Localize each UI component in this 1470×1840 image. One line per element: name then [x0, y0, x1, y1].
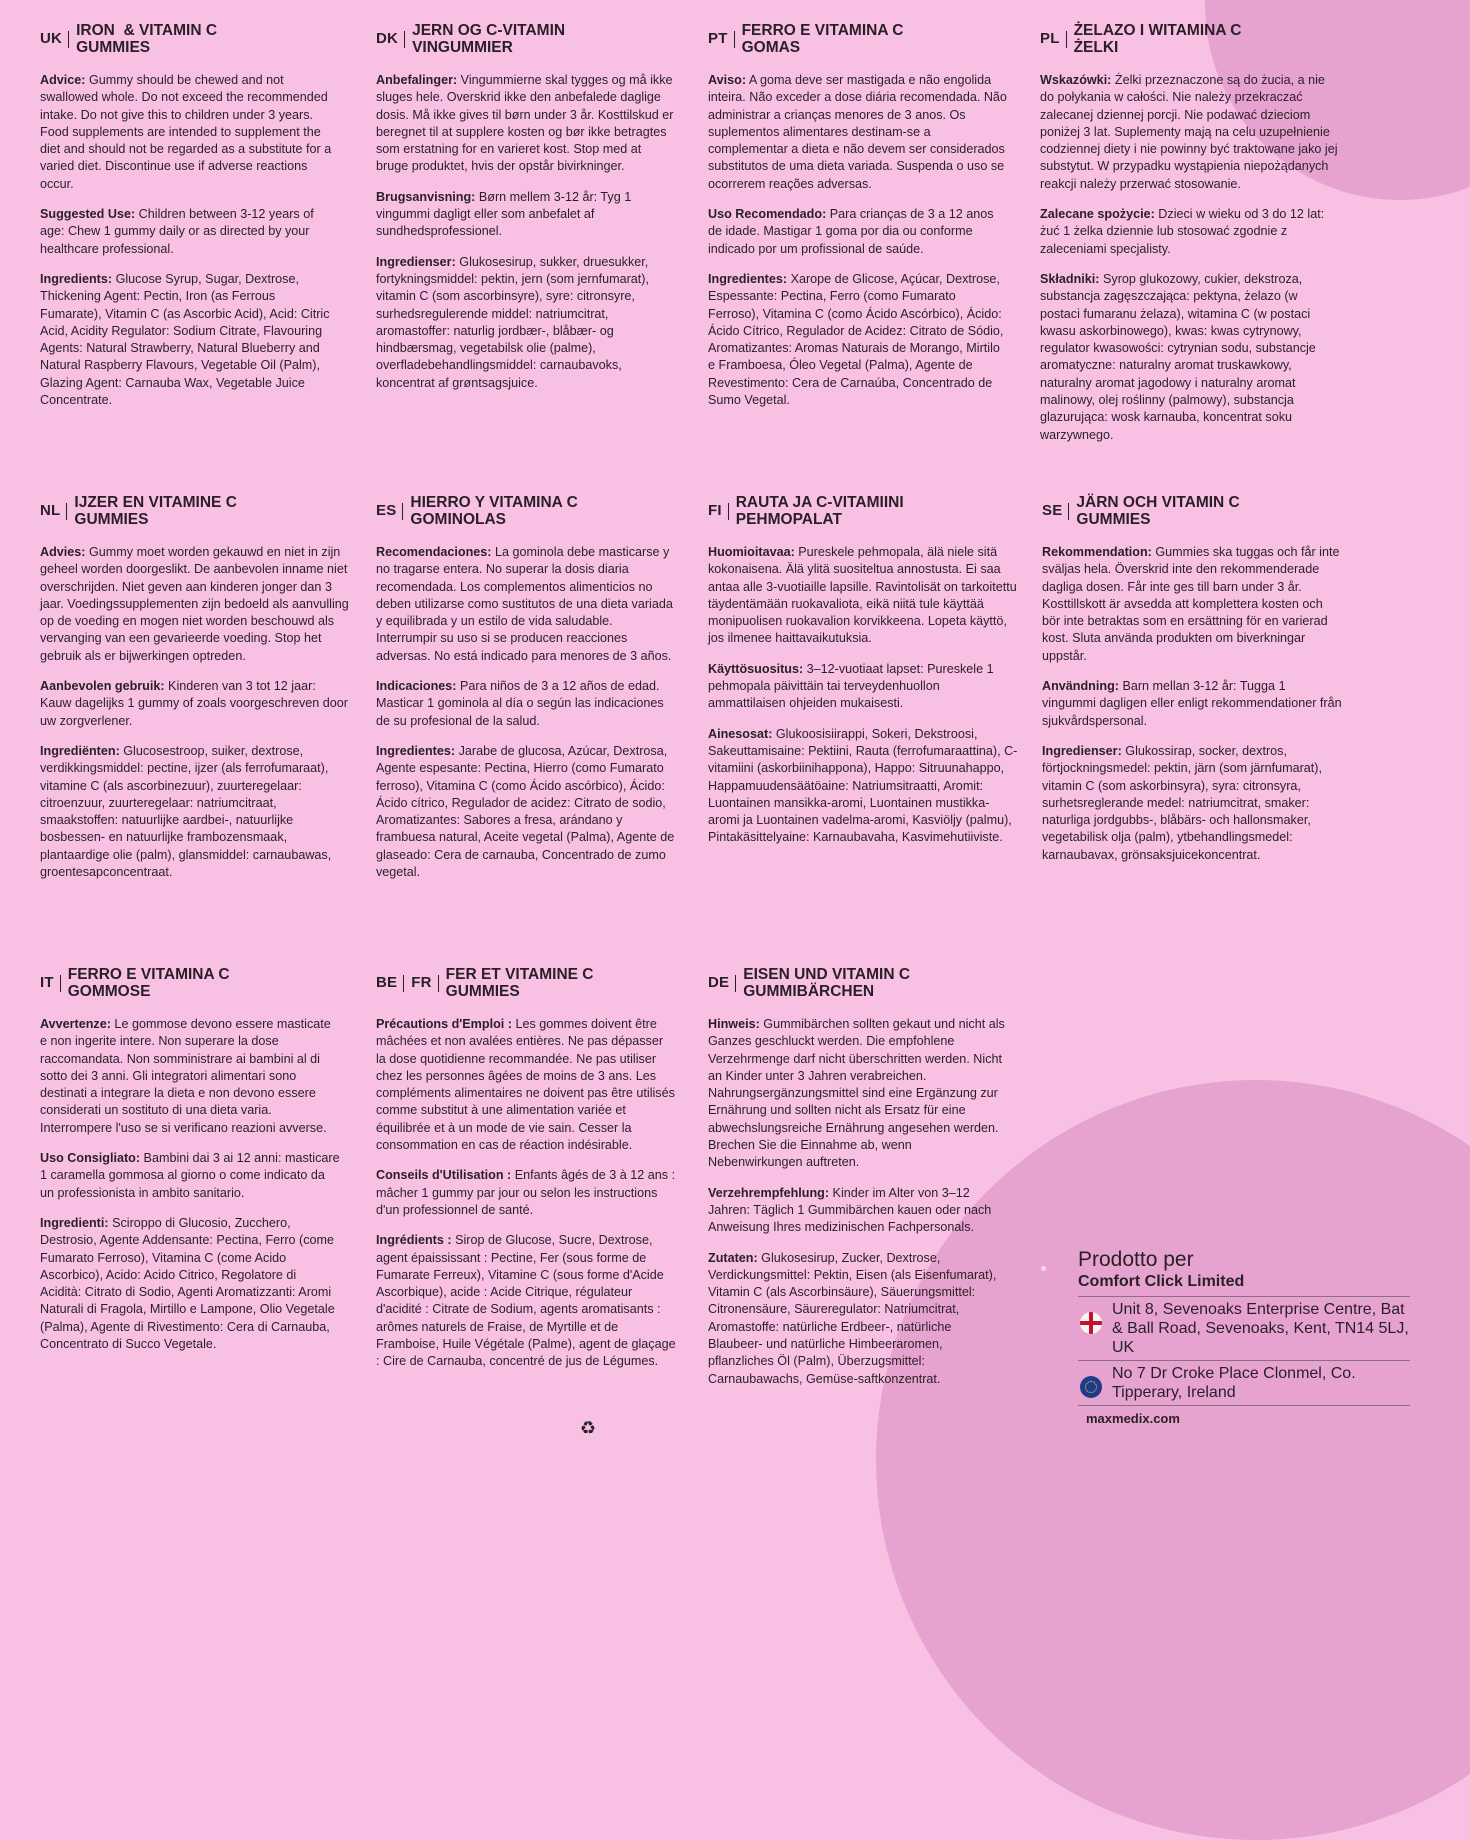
ie-address-row — [1078, 1360, 1410, 1405]
paragraph-label: Ingrédients : — [376, 1233, 452, 1248]
paragraph-text: Dzieci w wieku od 3 do 12 lat: żuć 1 żelka dziennie lub stosować zgodnie z zaleceniami specjalisty. — [1040, 207, 1325, 256]
paragraph — [376, 1167, 676, 1219]
section-header — [376, 494, 676, 528]
paragraph — [708, 1185, 1008, 1237]
section-title — [68, 966, 230, 1000]
title-line-2: GUMMIES — [445, 983, 520, 1000]
paragraph — [1040, 72, 1340, 193]
footer-title: Prodotto per — [1078, 1248, 1194, 1271]
paragraph-text: Gummibärchen sollten gekaut und nicht als Ganzes geschluckt werden. Die empfohlene Verzehrmenge darf nicht überschritten werden. Nicht an Kinder unter 3 Jahren verabreichen. Nahrungsergänzungsmittel sind eine Ergänzung zur Ernährung und sollten nicht als Ersatz für eine abwechslungsreiche Ernährung angesehen werden. Brechen Sie die Einnahme ab, wenn Nebenwirkungen auftreten. — [708, 1017, 1005, 1170]
paragraph-label: Suggested Use: — [40, 207, 136, 222]
section-header — [40, 966, 340, 1000]
country-codes — [376, 30, 412, 48]
title-line-1: JERN OG C-VITAMIN — [412, 22, 566, 39]
paragraph — [708, 1250, 1008, 1388]
section-be-fr — [376, 966, 676, 1384]
website-link[interactable]: maxmedix.com — [1078, 1405, 1410, 1426]
country-code: NL — [40, 502, 61, 520]
country-code: PT — [708, 30, 728, 48]
country-codes — [376, 502, 410, 520]
paragraph-text: Glukossirap, socker, dextros, förtjockningsmedel: pektin, järn (som järnfumarat), vitamin C (som askorbinsyra), syra: citronsyra, surhetsreglerande medel: natriumcitrat, smaker: naturliga jordgubbs-, blåbärs- och hallonsmaker, vegetabilisk olja (palm), ytbehandlingsmedel: karnaubavax, grönsaksjuicekoncentrat. — [1042, 743, 1322, 862]
paragraph-label: Ingredienser: — [1042, 743, 1122, 758]
section-de — [708, 966, 1008, 1401]
paragraph-label: Précautions d'Emploi : — [376, 1017, 512, 1031]
paragraph-label: Uso Recomendado: — [708, 207, 827, 222]
section-title — [1074, 22, 1242, 56]
paragraph-label: Conseils d'Utilisation : — [376, 1168, 512, 1183]
paragraph-text: Le gommose devono essere masticate e non ingerite intere. Non superare la dose raccomandata. Non somministrare ai bambini al di sotto dei 3 anni. Gli integratori alimentari sono destinati a integrare la dieta e non devono essere considerati un sostituto di una dieta varia. Interrompere l'uso se si verificano reazioni avverse. — [40, 1017, 331, 1135]
section-header — [708, 966, 1008, 1000]
paragraph — [708, 72, 1008, 193]
paragraph — [708, 661, 1018, 713]
country-code: UK — [40, 30, 63, 48]
paragraph-text: Kinder im Alter von 3–12 Jahren: Täglich 1 Gummibärchen kauen oder nach Anweisung Ihres medizinischen Fachpersonals. — [708, 1185, 992, 1235]
paragraph — [1040, 206, 1340, 258]
paragraph-text: Sirop de Glucose, Sucre, Dextrose, agent épaississant : Pectine, Fer (sous forme de Fumarate Ferreux), Vitamine C (sous forme d'Acide Ascorbique), acide : Acide Citrique, régulateur d'acidité : Citrate de Sodium, agents aromatisants : arômes naturels de Fraise, de Myrtille et de Framboise, Huile Végétale (Palme), agent de glaçage : Cire de Carnauba, concentré de jus de Légumes. — [376, 1233, 676, 1369]
paragraph-label: Brugsanvisning: — [376, 189, 476, 204]
paragraph — [708, 206, 1008, 258]
paragraph — [1040, 271, 1340, 444]
paragraph-text: Gummy moet worden gekauwd en niet in zijn geheel worden doorgeslikt. De aanbevolen inname niet overschrijden. Niet geven aan kinderen jonger dan 3 jaar. Voedingssupplementen zijn bedoeld als aanvulling op de voeding en mogen niet worden beschouwd als vervanging van een gevarieerde voeding. Stop het gebruik als er bijwerkingen optreden. — [40, 545, 349, 663]
title-line-2: PEHMOPALAT — [735, 511, 842, 528]
code-separator — [402, 503, 403, 520]
paragraph-text: Pureskele pehmopala, älä niele sitä kokonaisena. Älä ylitä suositeltua annostusta. Ei saa antaa alle 3-vuotiaille lapsille. Ravintolisät on tarkoitettu täydentämään ruokavaliota, eikä niitä tule käyttää monipuolisen ruokavalion korvikkeena. Lopeta käyttö, jos ilmenee haittavaikutuksia. — [708, 545, 1017, 646]
paragraph-text: Glukosesirup, Zucker, Dextrose, Verdickungsmittel: Pektin, Eisen (als Eisenfumarat), Vitamin C (als Ascorbinsäure), Säuerungsmittel: Citronensäure, Säureregulator: Natriumcitrat, Aromastoffe: natürliche Erdbeer-, natürliche Blaubeer- und natürliche Himbeeraromen, pflanzliches Öl (Palm), Überzugsmittel: Carnaubawachs, Gemüse-saftkonzentrat. — [708, 1250, 997, 1386]
paragraph-label: Anbefalinger: — [376, 73, 458, 87]
code-separator — [735, 975, 736, 992]
title-line-1: IRON & VITAMIN C — [76, 22, 218, 39]
country-code: ES — [376, 502, 397, 520]
uk-flag-icon — [1080, 1312, 1102, 1334]
paragraph-label: Käyttösuositus: — [708, 661, 804, 676]
title-line-1: EISEN UND VITAMIN C — [743, 966, 911, 983]
paragraph-label: Ainesosat: — [708, 726, 773, 741]
title-line-1: FER ET VITAMINE C — [445, 966, 594, 983]
section-header — [708, 22, 1008, 56]
paragraph — [376, 254, 676, 392]
section-fi — [708, 494, 1018, 860]
country-codes — [40, 502, 74, 520]
eu-flag-icon — [1080, 1376, 1102, 1398]
paragraph-text: Les gommes doivent être mâchées et non avalées entières. Ne pas dépasser la dose quotidienne recommandée. Ne pas utiliser chez les personnes âgées de moins de 3 ans. Les compléments alimentaires ne doivent pas être utilisés comme substitut à une alimentation variée et équilibrée et à un mode de vie sain. Cesser la consommation en cas de réaction indésirable. — [376, 1017, 675, 1153]
section-header — [40, 22, 340, 56]
country-codes — [708, 502, 736, 520]
section-header — [1042, 494, 1342, 528]
paragraph-text: Syrop glukozowy, cukier, dekstroza, substancja zagęszczająca: pektyna, żelazo (w postaci fumaranu żelaza), witamina C (w postaci kwasu askorbinowego), kwas: kwas cytrynowy, regulator kwasowości: cytrynian sodu, substancje aromatyczne: naturalny aromat truskawkowy, naturalny aromat jagodowy i naturalny aromat malinowy, olej roślinny (palmowy), substancja glazurująca: wosk karnauba, koncentrat soku warzywnego. — [1040, 271, 1316, 442]
code-separator — [404, 31, 405, 48]
country-code: PL — [1040, 30, 1060, 48]
paragraph-label: Ingredients: — [40, 271, 113, 286]
title-line-1: RAUTA JA C-VITAMIINI — [735, 494, 904, 511]
paragraph-text: Vingummierne skal tygges og må ikke sluges hele. Overskrid ikke den anbefalede daglige dosis. Må ikke gives til børn under 3 år. Kosttilskud er beregnet til at supplere kosten og bør ikke betragtes som erstatning for en varieret kost. Stop med at bruge produktet, hvis der opstår bivirkninger. — [376, 73, 674, 174]
paragraph-text: Glucose Syrup, Sugar, Dextrose, Thickening Agent: Pectin, Iron (as Ferrous Fumarate), Vitamin C (as Ascorbic Acid), Acid: Citric Acid, Acidity Regulator: Sodium Citrate, Flavouring Agents: Natural Strawberry, Natural Blueberry and Natural Raspberry Flavours, Vegetable Oil (Palm), Glazing Agent: Carnauba Wax, Vegetable Juice Concentrate. — [40, 271, 330, 408]
paragraph — [40, 1150, 340, 1202]
section-title — [742, 22, 904, 56]
paragraph — [40, 743, 350, 881]
paragraph — [40, 271, 340, 409]
paragraph-label: Indicaciones: — [376, 679, 457, 694]
paragraph-label: Avvertenze: — [40, 1017, 111, 1031]
country-codes — [708, 30, 742, 48]
paragraph-text: Sciroppo di Glucosio, Zucchero, Destrosio, Agente Addensante: Pectina, Ferro (come Fumarato Ferroso), Vitamina C (come Acido Ascorbico), Acido: Acido Citrico, Regolatore di Acidità: Citrato di Sodio, Agenti Aromatizzanti: Aromi Naturali di Fragola, Mirtillo e Lampone, Olio Vegetale (Palma), Agente di Rivestimento: Cera di Carnauba, Concentrato di Succo Vegetale. — [40, 1215, 335, 1352]
title-line-2: GOMINOLAS — [410, 511, 507, 528]
code-separator — [734, 31, 735, 48]
paragraph-label: Ingredientes: — [376, 743, 456, 758]
paragraph-label: Användning: — [1042, 679, 1119, 694]
paragraph-text: Gummy should be chewed and not swallowed whole. Do not exceed the recommended intake. Do not give this to children under 3 years. Food supplements are intended to supplement the diet and should not be regarded as a substitute for a varied diet. Discontinue use if adverse reactions occur. — [40, 73, 332, 191]
paragraph-text: Glukosesirup, sukker, druesukker, fortykningsmiddel: pektin, jern (som jernfumarat), vitamin C (som ascorbinsyre), syre: citronsyre, surhedsregulerende middel: natriumcitrat, aromastoffer: naturlig jordbær-, blåbær- og hindbærsmag, vegetabilsk olie (palme), overfladebehandlingsmiddel: carnaubavoks, koncentrat af grøntsagsjuice. — [376, 254, 649, 390]
footer-company: Comfort Click Limited — [1078, 1273, 1245, 1290]
paragraph — [1042, 544, 1342, 665]
section-dk — [376, 22, 676, 405]
paragraph — [40, 544, 350, 665]
code-separator — [60, 975, 61, 992]
country-code: FI — [708, 502, 722, 520]
title-line-1: FERRO E VITAMINA C — [67, 966, 230, 983]
paragraph-text: Glucosestroop, suiker, dextrose, verdikkingsmiddel: pectine, ijzer (als ferrofumaraat), vitamine C (als ascorbinezuur), zuurteregelaar: citroenzuur, zuurteregelaar: natriumcitraat, smaakstoffen: natuurlijke aardbei-, natuurlijke bosbessen- en natuurlijke frambozensmaak, plantaardige olie (palm), glansmiddel: carnaubawas, groentesapconcentraat. — [40, 743, 332, 880]
uk-address: Unit 8, Sevenoaks Enterprise Centre, Bat & Ball Road, Sevenoaks, Kent, TN14 5LJ, UK — [1112, 1301, 1409, 1356]
paragraph — [376, 189, 676, 241]
country-codes — [40, 974, 68, 992]
paragraph-label: Wskazówki: — [1040, 73, 1112, 87]
paragraph-label: Składniki: — [1040, 271, 1100, 286]
country-codes — [708, 974, 743, 992]
paragraph — [376, 544, 676, 665]
code-separator — [1066, 31, 1067, 48]
title-line-1: JÄRN OCH VITAMIN C — [1076, 494, 1240, 511]
section-header — [708, 494, 1018, 528]
title-line-2: GOMAS — [741, 39, 801, 56]
paragraph-text: Żelki przeznaczone są do żucia, a nie do połykania w całości. Nie należy przekraczać zalecanej dziennej porcji. Nie podawać dzieciom poniżej 3 lat. Suplementy mają na celu uzupełnienie codziennej diety i nie powinny być traktowane jako jej substytut. W przypadku wystąpienia niepożądanych reakcji należy przerwać stosowanie. — [1040, 73, 1338, 191]
paragraph-text: Para niños de 3 a 12 años de edad. Masticar 1 gominola al día o según las indicaciones de su profesional de la salud. — [376, 679, 664, 728]
paragraph-label: Hinweis: — [708, 1017, 760, 1031]
paragraph — [40, 678, 350, 730]
section-header — [376, 966, 676, 1000]
section-title — [412, 22, 565, 56]
recycle-icon: ♻ — [579, 1418, 597, 1438]
decorative-dot — [1041, 1266, 1046, 1271]
paragraph-label: Huomioitavaa: — [708, 545, 795, 559]
country-code: DK — [376, 30, 399, 48]
country-code: DE — [708, 974, 730, 992]
paragraph — [1042, 743, 1342, 864]
paragraph-label: Advice: — [40, 73, 86, 87]
paragraph-label: Uso Consigliato: — [40, 1151, 141, 1166]
section-title — [74, 494, 236, 528]
paragraph-label: Verzehrempfehlung: — [708, 1185, 830, 1200]
paragraph-text: Bambini dai 3 ai 12 anni: masticare 1 caramella gommosa al giorno o come indicato da un professionista in ambito sanitario. — [40, 1151, 340, 1200]
paragraph-label: Aanbevolen gebruik: — [40, 679, 165, 694]
uk-address-row — [1078, 1296, 1410, 1360]
title-line-2: GOMMOSE — [67, 983, 151, 1000]
paragraph — [376, 1232, 676, 1370]
title-line-1: IJZER EN VITAMINE C — [74, 494, 237, 511]
section-it — [40, 966, 340, 1366]
paragraph — [40, 206, 340, 258]
manufacturer-footer — [1078, 1248, 1410, 1426]
code-separator — [66, 503, 67, 520]
title-line-2: GUMMIES — [76, 39, 151, 56]
section-pt — [708, 22, 1008, 422]
paragraph-text: La gominola debe masticarse y no tragarse entera. No superar la dosis diaria recomendada. Los complementos alimenticios no deben utilizarse como sustitutos de una dieta variada y equilibrada y un estilo de vida saludable. Interrumpir su uso si se producen reacciones adversas. No está indicado para menores de 3 años. — [376, 545, 673, 663]
paragraph — [708, 1016, 1008, 1172]
paragraph — [376, 1016, 676, 1154]
paragraph — [1042, 678, 1342, 730]
country-codes — [376, 974, 446, 992]
country-codes — [1040, 30, 1074, 48]
paragraph-label: Ingredienti: — [40, 1215, 109, 1230]
country-codes — [1042, 502, 1076, 520]
code-separator — [68, 31, 69, 48]
section-uk — [40, 22, 340, 422]
title-line-2: VINGUMMIER — [412, 39, 513, 56]
paragraph-label: Ingrediënten: — [40, 743, 120, 758]
paragraph-text: Kinderen van 3 tot 12 jaar: Kauw dagelijks 1 gummy of zoals voorgeschreven door uw zorgverlener. — [40, 679, 349, 728]
code-separator — [438, 975, 439, 992]
paragraph-text: A goma deve ser mastigada e não engolida inteira. Não exceder a dose diária recomendada. Não administrar a crianças menores de 3 anos. Os suplementos alimentares destinam-se a complementar a dieta e não devem ser considerados substitutos de uma dieta variada. Suspenda o uso se ocorrerem reações adversas. — [708, 73, 1007, 191]
paragraph-text: Barn mellan 3-12 år: Tugga 1 vingummi dagligen eller enligt rekommendationer från sjukvårdspersonal. — [1042, 679, 1342, 728]
section-se — [1042, 494, 1342, 877]
paragraph-text: Children between 3-12 years of age: Chew 1 gummy daily or as directed by your healthcare professional. — [40, 207, 314, 256]
paragraph — [376, 743, 676, 881]
title-line-1: FERRO E VITAMINA C — [741, 22, 904, 39]
code-separator — [1068, 503, 1069, 520]
title-line-2: GUMMIBÄRCHEN — [743, 983, 875, 1000]
section-header — [1040, 22, 1340, 56]
paragraph — [40, 72, 340, 193]
paragraph — [708, 271, 1008, 409]
code-separator — [403, 975, 404, 992]
paragraph — [708, 726, 1018, 847]
country-code: BE — [376, 974, 398, 992]
paragraph-label: Ingredientes: — [708, 271, 788, 286]
section-title — [743, 966, 910, 1000]
code-separator — [728, 503, 729, 520]
section-title — [446, 966, 594, 1000]
paragraph-label: Advies: — [40, 545, 86, 559]
title-line-2: GUMMIES — [74, 511, 149, 528]
paragraph — [376, 72, 676, 176]
section-pl — [1040, 22, 1340, 457]
paragraph-label: Rekommendation: — [1042, 545, 1152, 559]
title-line-2: ŻELKI — [1073, 39, 1119, 56]
section-nl — [40, 494, 350, 894]
paragraph-label: Aviso: — [708, 73, 747, 87]
paragraph-label: Zutaten: — [708, 1250, 758, 1265]
section-title — [1076, 494, 1239, 528]
section-title — [410, 494, 577, 528]
paragraph — [40, 1215, 340, 1353]
section-es — [376, 494, 676, 894]
section-title — [76, 22, 217, 56]
paragraph-text: Børn mellem 3-12 år: Tyg 1 vingummi dagligt eller som anbefalet af sundhedsprofessionel. — [376, 189, 632, 239]
title-line-2: GUMMIES — [1076, 511, 1151, 528]
paragraph-text: Glukoosisiirappi, Sokeri, Dekstroosi, Sakeuttamisaine: Pektiini, Rauta (ferrofumaraattina), C-vitamiini (askorbiinihappona), Happo: Sitruunahappo, Happamuudensäätöaine: Natriumsitraatti, Aromit: Luontainen mansikka-aromi, Luontainen mustikka-aromi ja Luontainen vadelma-aromi, Kasviöljy (palmu), Pintakäsittelyaine: Karnaubavaha, Kasvimehutiiviste. — [708, 726, 1018, 845]
paragraph-label: Zalecane spożycie: — [1040, 207, 1155, 222]
section-header — [40, 494, 350, 528]
title-line-1: ŻELAZO I WITAMINA C — [1073, 22, 1242, 39]
paragraph-text: Xarope de Glicose, Açúcar, Dextrose, Espessante: Pectina, Ferro (como Fumarato Ferroso), Vitamina C (como Ácido Ascórbico), Ácido: Ácido Cítrico, Regulador de Acidez: Citrato de Sódio, Aromatizantes: Aromas Naturais de Morango, Mirtilo e Framboesa, Óleo Vegetal (Palma), Agente de Revestimento: Cera de Carnaúba, Concentrado de Sumo Vegetal. — [708, 271, 1004, 408]
paragraph-label: Recomendaciones: — [376, 545, 492, 559]
title-line-1: HIERRO Y VITAMINA C — [410, 494, 578, 511]
ie-address: No 7 Dr Croke Place Clonmel, Co. Tipperary, Ireland — [1112, 1365, 1356, 1401]
section-header — [376, 22, 676, 56]
paragraph — [708, 544, 1018, 648]
paragraph-text: Enfants âgés de 3 à 12 ans : mâcher 1 gummy par jour ou selon les instructions d'un professionnel de santé. — [376, 1168, 676, 1217]
country-code: IT — [40, 974, 54, 992]
paragraph — [40, 1016, 340, 1137]
paragraph-text: Gummies ska tuggas och får inte sväljas hela. Överskrid inte den rekommenderade dagliga dosen. Får inte ges till barn under 3 år. Kosttillskott är avsedda att komplettera kosten och bör inte betraktas som en ersättning för en varierad kost. Sluta använda produkten om biverkningar uppstår. — [1042, 545, 1340, 663]
country-code: SE — [1042, 502, 1063, 520]
paragraph-text: Para crianças de 3 a 12 anos de idade. Mastigar 1 goma por dia ou conforme indicado por um profissional de saúde. — [708, 207, 994, 256]
paragraph — [376, 678, 676, 730]
country-codes — [40, 30, 76, 48]
paragraph-label: Ingredienser: — [376, 254, 456, 269]
section-title — [736, 494, 904, 528]
paragraph-text: 3–12-vuotiaat lapset: Pureskele 1 pehmopala päivittäin tai terveydenhuollon ammattilaisen ohjeiden mukaisesti. — [708, 661, 994, 711]
country-code: FR — [411, 974, 432, 992]
paragraph-text: Jarabe de glucosa, Azúcar, Dextrosa, Agente espesante: Pectina, Hierro (como Fumarato ferroso), Vitamina C (como Ácido ascórbico), Ácido: Ácido cítrico, Regulador de acidez: Citrato de sodio, Aromatizantes: Sabores a fresa, arándano y frambuesa natural, Aceite vegetal (Palma), Agente de glaseado: Cera de carnauba, Concentrado de zumo vegetal. — [376, 743, 675, 880]
